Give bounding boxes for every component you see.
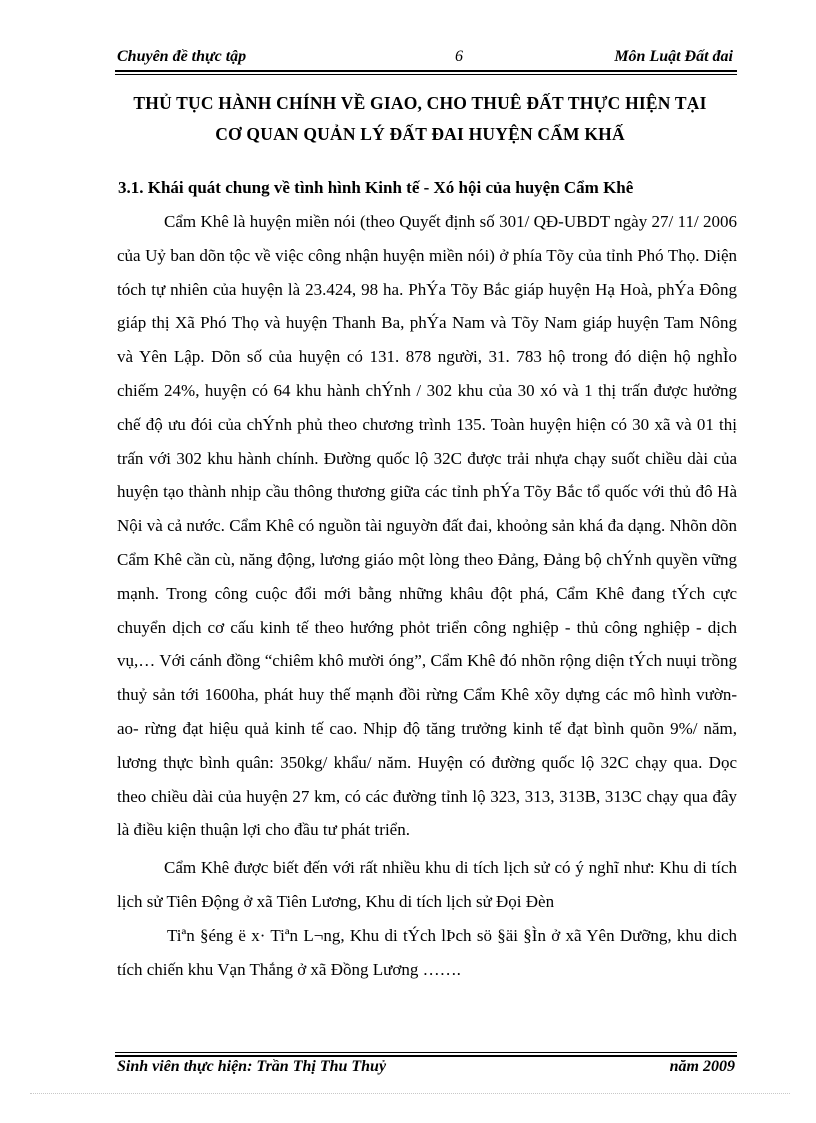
header-subject: Môn Luật Đất đai (614, 48, 733, 65)
body-paragraph-3: Tiªn §éng ë x· Tiªn L¬ng, Khu di tÝch lÞch sö §äi §Ìn ở xã Yên Dưỡng, khu dich tích chiến khu Vạn Thắng ở xã Đồng Lương ……. (117, 925, 737, 979)
chapter-title (100, 88, 740, 150)
page-header (115, 48, 737, 70)
footer-author: Sinh viên thực hiện: Trần Thị Thu Thuỷ (117, 1058, 387, 1075)
chapter-title-line-2: CƠ QUAN QUẢN LÝ ĐẤT ĐAI HUYỆN CẨM KHẤ (215, 124, 625, 144)
body-paragraph-1: Cẩm Khê là huyện miền nói (theo Quyết định số 301/ QĐ-UBDT ngày 27/ 11/ 2006 của Uỷ ban dõn tộc về việc công nhận huyện miền nói) ở phía Tõy của tỉnh Phó Thọ. Diện tóch tự nhiên của huyện là 23.424, 98 ha. PhÝa Tõy Bắc giáp huyện Hạ Hoà, phÝa Đông giáp thị Xã Phó Thọ và huyện Thanh Ba, phÝa Nam và Tõy Nam giáp huyện Tam Nông và Yên Lập. Dõn số của huyện có 131. 878 người, 31. 783 hộ trong đó diện hộ nghÌo chiếm 24%, huyện có 64 khu hành chÝnh / 302 khu của 30 xó và 1 thị trấn được hưởng chế độ ưu đói của chÝnh phủ theo chương trình 135. Toàn huyện hiện có 30 xã và 01 thị trấn với 302 khu hành chính. Đường quốc lộ 32C được trải nhựa chạy suốt chiều dài của huyện tạo thành nhịp cầu thông thương giữa các tỉnh phÝa Tõy Bắc tổ quốc với thủ đô Hà Nội và cả nước. Cẩm Khê có nguồn tài nguyờn đất đai, khoỏng sản khá đa dạng. Nhõn dõn Cẩm Khê cần cù, năng động, lương giáo một lòng theo Đảng, Đảng bộ chÝnh quyền vững mạnh. Trong công cuộc đổi mới bằng những khâu đột phá, Cẩm Khê đang tÝch cực chuyển dịch cơ cấu kinh tế theo hướng phỏt triển công nghiệp - thủ công nghiệp - dịch vụ,… Với cánh đồng “chiêm khô mười óng”, Cẩm Khê đó nhõn rộng diện tÝch nuụi trồng thuỷ sản tới 1600ha, phát huy thế mạnh đồi rừng Cẩm Khê xõy dựng các mô hình vườn- ao- rừng đạt hiệu quả kinh tế cao. Nhịp độ tăng trưởng kinh tế đạt bình quõn 9%/ năm, lương thực bình quân: 350kg/ khẩu/ năm. Huyện có đường quốc lộ 32C chạy qua. Dọc theo chiều dài của huyện 27 km, có các đường tỉnh lộ 323, 313, 313B, 313C chạy qua đây là điều kiện thuận lợi cho đầu tư phát triển. (117, 212, 737, 840)
body-text (117, 205, 737, 986)
page-bottom-dotted-line (30, 1093, 790, 1094)
section-heading: 3.1. Khái quát chung về tình hình Kinh tế - Xó hội của huyện Cẩm Khê (118, 178, 634, 197)
footer-rule-thin (115, 1052, 737, 1053)
page-footer (115, 1058, 737, 1082)
chapter-title-line-1: THỦ TỤC HÀNH CHÍNH VỀ GIAO, CHO THUÊ ĐẤT THỰC HIỆN TẠI (133, 93, 707, 113)
footer-year: năm 2009 (669, 1058, 735, 1075)
header-rule-thin (115, 74, 737, 75)
body-paragraph-2: Cẩm Khê được biết đến với rất nhiều khu di tích lịch sử có ý nghĩ như: Khu di tích lịch sử Tiên Động ở xã Tiên Lương, Khu di tích lịch sử Đọi Đèn (117, 858, 737, 911)
header-rule-thick (115, 70, 737, 72)
footer-rule-thick (115, 1055, 737, 1057)
header-page-number: 6 (455, 48, 463, 65)
header-document-type: Chuyên đề thực tập (117, 48, 247, 65)
